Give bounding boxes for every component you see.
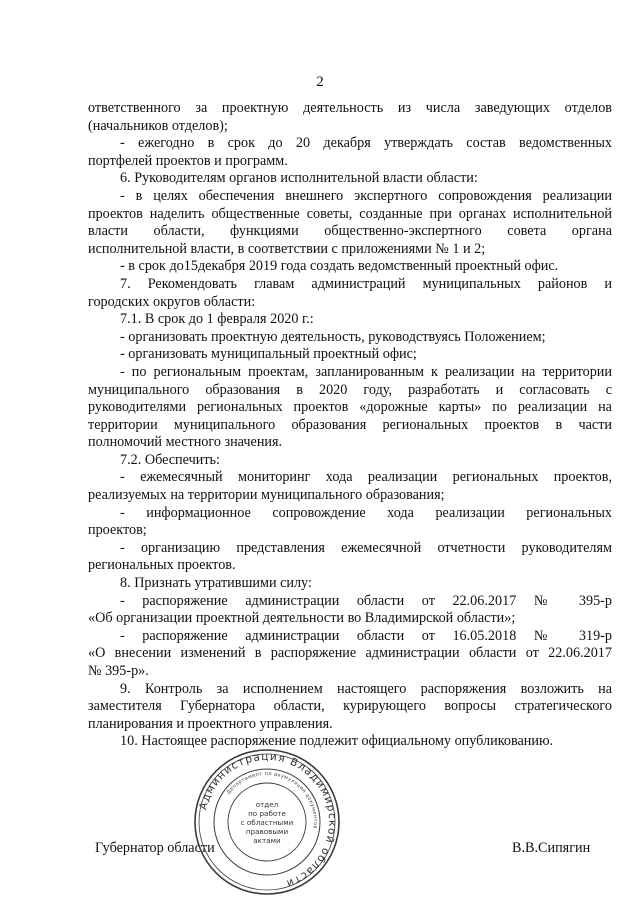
- page-number: 2: [316, 74, 324, 90]
- text-line: реализуемых на территории муниципального образования;: [88, 487, 445, 504]
- stamp-outer-text: Администрация Владимирской области: [197, 750, 339, 890]
- text-line: 9. Контроль за исполнением настоящего распоряжения возложить на: [120, 680, 612, 697]
- text-line: полномочий местного значения.: [88, 434, 283, 451]
- text-line: 8. Признать утратившими силу:: [120, 575, 312, 592]
- text-line: 6. Руководителям органов исполнительной власти области:: [120, 170, 478, 187]
- text-line: № 395-р».: [88, 663, 149, 679]
- stamp-center-text: [241, 800, 294, 845]
- text-line: - ежемесячный мониторинг хода реализации региональных проектов,: [120, 469, 612, 486]
- text-line: территории муниципального образования региональных проектов в части: [88, 416, 612, 433]
- text-line: - организацию представления ежемесячной отчетности руководителям: [120, 539, 612, 556]
- stamp-center-line: с областными: [240, 818, 294, 827]
- stamp-center-line: по работе: [248, 809, 286, 818]
- text-line: власти области, функциями общественно-экспертного совета органа: [88, 223, 612, 240]
- text-line: исполнительной власти, в соответствии с приложениями № 1 и 2;: [88, 240, 486, 257]
- text-line: - по региональным проектам, запланированным к реализации на территории: [120, 363, 612, 380]
- text-line: ответственного за проектную деятельность из числа заведующих отделов: [88, 100, 612, 116]
- text-line: - распоряжение администрации области от 16.05.2018 № 319-р: [120, 627, 612, 644]
- text-line: муниципального образования в 2020 году, разработать и согласовать с: [88, 381, 612, 398]
- text-line: заместителя Губернатора области, курирующего вопросы стратегического: [88, 698, 612, 715]
- text-line: - в срок до15декабря 2019 года создать ведомственный проектный офис.: [120, 258, 559, 275]
- text-line: - организовать проектную деятельность, руководствуясь Положением;: [120, 328, 546, 345]
- text-line: 7.1. В срок до 1 февраля 2020 г.:: [120, 311, 314, 328]
- text-line: - в целях обеспечения внешнего экспертного сопровождения реализации: [120, 187, 612, 204]
- official-stamp: [192, 747, 342, 897]
- text-line: проектов;: [88, 522, 147, 539]
- text-line: - информационное сопровождение хода реализации региональных: [120, 504, 612, 521]
- stamp-inner-ring-text: Департамент по акумуляции документов: [225, 770, 319, 830]
- text-line: 10. Настоящее распоряжение подлежит официальному опубликованию.: [120, 733, 554, 750]
- stamp-center-line: актами: [253, 836, 281, 845]
- text-line: - ежегодно в срок до 20 декабря утверждать состав ведомственных: [120, 135, 612, 152]
- text-line: (начальников отделов);: [88, 117, 228, 134]
- text-line: 7. Рекомендовать главам администраций муниципальных районов и: [120, 275, 612, 292]
- text-line: проектов наделить общественные советы, созданные при органах исполнительной: [88, 205, 612, 222]
- text-line: - распоряжение администрации области от 22.06.2017 № 395-р: [120, 592, 612, 609]
- stamp-center-line: отдел: [255, 800, 279, 809]
- text-line: «О внесении изменений в распоряжение администрации области от 22.06.2017: [88, 645, 612, 662]
- text-line: портфелей проектов и программ.: [88, 152, 288, 169]
- text-line: 7.2. Обеспечить:: [120, 451, 220, 468]
- text-line: региональных проектов.: [88, 557, 236, 574]
- signature-name: В.В.Сипягин: [512, 840, 591, 856]
- text-line: - организовать муниципальный проектный офис;: [120, 346, 417, 363]
- text-line: «Об организации проектной деятельности во Владимирской области»;: [88, 610, 516, 627]
- signature-position: Губернатор области: [95, 840, 215, 856]
- text-line: планирования и проектного управления.: [88, 715, 333, 732]
- text-line: городских округов области:: [88, 293, 256, 310]
- text-line: руководителями региональных проектов «дорожные карты» по реализации на: [88, 399, 612, 416]
- document-body: [88, 100, 612, 751]
- stamp-center-line: правовыми: [245, 827, 289, 836]
